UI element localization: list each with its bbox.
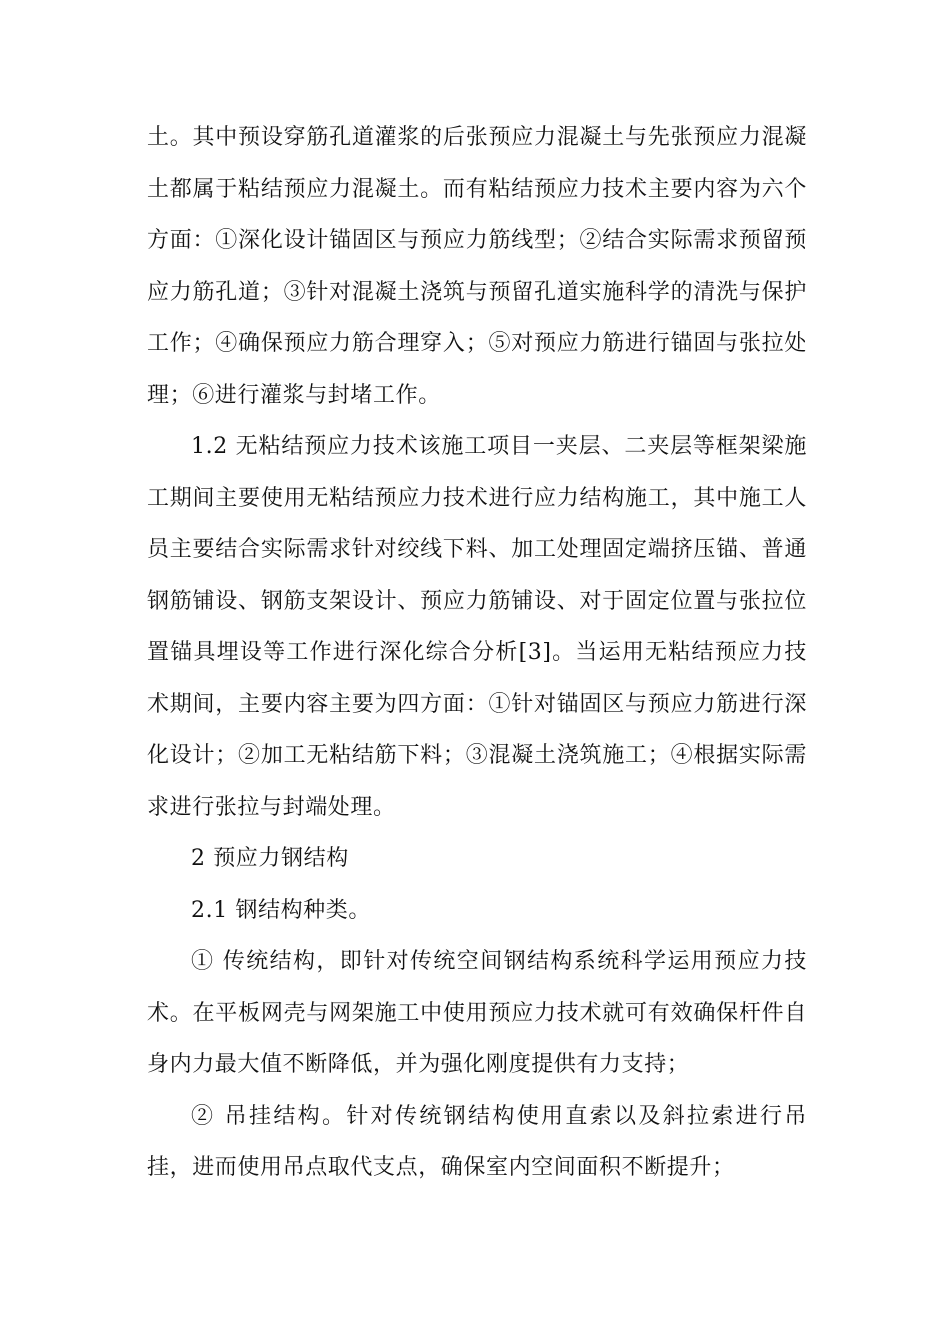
- paragraph-bonded-prestress-summary: 土。其中预设穿筋孔道灌浆的后张预应力混凝土与先张预应力混凝土都属于粘结预应力混凝土。而有粘结预应力技术主要内容为六个方面：①深化设计锚固区与预应力筋线型；②结合实际需求预留预应力筋孔道；③针对混凝土浇筑与预留孔道实施科学的清洗与保护工作；④确保预应力筋合理穿入；⑤对预应力筋进行锚固与张拉处理；⑥进行灌浆与封堵工作。: [147, 125, 807, 408]
- section-heading-prestressed-steel: 2 预应力钢结构: [191, 846, 349, 871]
- subsection-heading-steel-types: 2.1 钢结构种类。: [191, 897, 371, 923]
- paragraph-unbonded-prestress: 1.2 无粘结预应力技术该施工项目一夹层、二夹层等框架梁施工期间主要使用无粘结预应力技术进行应力结构施工，其中施工人员主要结合实际需求针对绞线下料、加工处理固定端挤压锚、普通钢筋铺设、钢筋支架设计、预应力筋铺设、对于固定位置与张拉位置锚具埋设等工作进行深化综合分析[3]。当运用无粘结预应力技术期间，主要内容主要为四方面：①针对锚固区与预应力筋进行深化设计；②加工无粘结筋下料；③混凝土浇筑施工；④根据实际需求进行张拉与封端处理。: [147, 434, 807, 820]
- list-item-traditional-structure: ① 传统结构，即针对传统空间钢结构系统科学运用预应力技术。在平板网壳与网架施工中使用预应力技术就可有效确保杆件自身内力最大值不断降低，并为强化刚度提供有力支持；: [147, 949, 807, 1077]
- list-item-suspended-structure: ② 吊挂结构。针对传统钢结构使用直索以及斜拉索进行吊挂，进而使用吊点取代支点，确保室内空间面积不断提升；: [147, 1103, 807, 1180]
- document-body: [147, 112, 807, 1194]
